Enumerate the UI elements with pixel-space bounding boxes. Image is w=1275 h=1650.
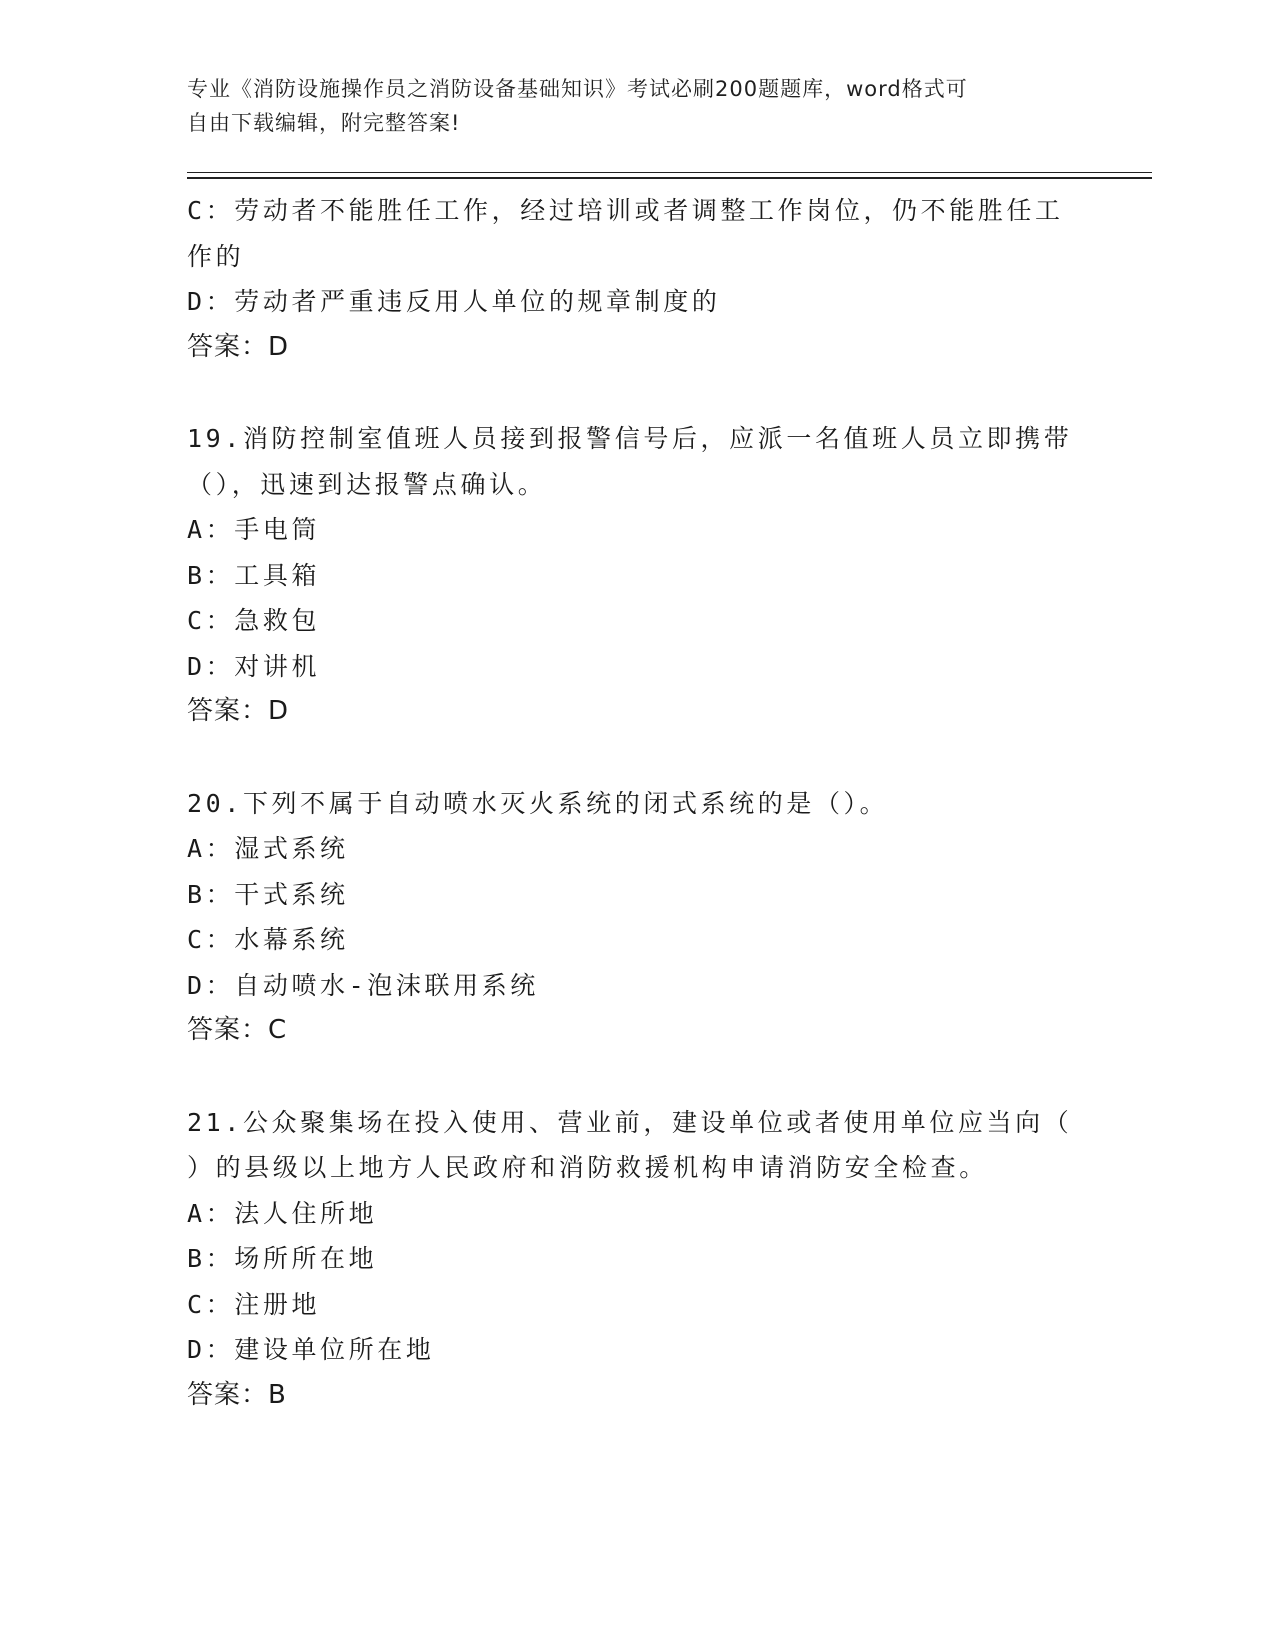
option-d: D：自动喷水-泡沫联用系统: [187, 970, 539, 1000]
question-content: [187, 188, 1087, 1418]
option-d: D：建设单位所在地: [187, 1335, 435, 1364]
option-c: C：水幕系统: [187, 925, 349, 954]
previous-question-tail: [187, 188, 1087, 370]
option-b: B：场所所在地: [187, 1244, 378, 1273]
option-a: A：手电筒: [187, 515, 321, 544]
question-19: [187, 416, 1087, 735]
document-header: [187, 72, 1067, 140]
question-stem: 21.公众聚集场在投入使用、营业前，建设单位或者使用单位应当向（: [187, 1107, 1073, 1137]
header-divider-thick: [187, 177, 1152, 179]
answer: 答案：B: [187, 1379, 287, 1410]
answer: 答案：D: [187, 696, 290, 726]
option-b: B：工具箱: [187, 560, 321, 590]
option-a: A：湿式系统: [187, 834, 349, 863]
option-a: A：法人住所地: [187, 1198, 378, 1228]
answer: 答案：D: [187, 331, 290, 362]
question-stem-continued: （），迅速到达报警点确认。: [187, 469, 547, 499]
header-line-2: 自由下载编辑，附完整答案!: [187, 111, 461, 135]
question-stem: 20.下列不属于自动喷水灭火系统的闭式系统的是（）。: [187, 788, 889, 818]
option-c-continued: 作的: [187, 241, 245, 271]
question-stem-continued: ）的县级以上地方人民政府和消防救援机构申请消防安全检查。: [187, 1153, 988, 1182]
question-20: [187, 781, 1087, 1054]
question-stem: 19.消防控制室值班人员接到报警信号后，应派一名值班人员立即携带: [187, 424, 1073, 453]
option-c: C：注册地: [187, 1289, 321, 1319]
question-21: [187, 1100, 1087, 1419]
header-line-1: 专业《消防设施操作员之消防设备基础知识》考试必刷200题题库，word格式可: [187, 77, 968, 101]
option-b: B：干式系统: [187, 879, 349, 909]
header-divider-thin: [187, 172, 1152, 173]
option-c: C：劳动者不能胜任工作，经过培训或者调整工作岗位，仍不能胜任工: [187, 196, 1064, 225]
option-d: D：劳动者严重违反用人单位的规章制度的: [187, 287, 721, 316]
option-c: C：急救包: [187, 606, 321, 635]
option-d: D：对讲机: [187, 651, 321, 681]
answer: 答案：C: [187, 1015, 288, 1045]
